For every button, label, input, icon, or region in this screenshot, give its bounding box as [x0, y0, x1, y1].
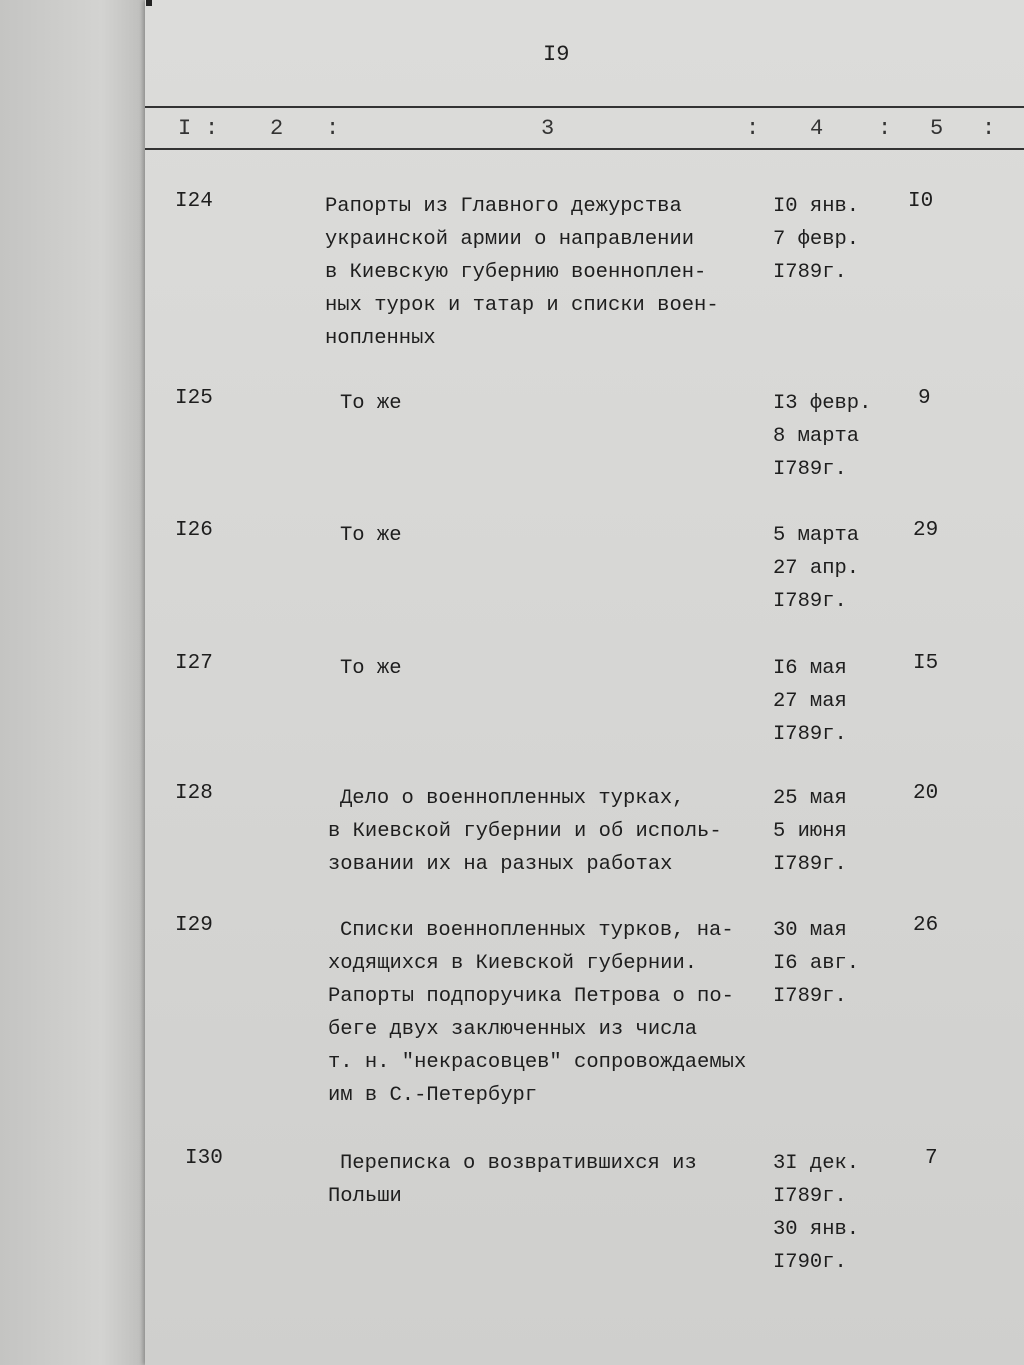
date-line: I789г. [773, 261, 847, 284]
sheet-count: 20 [913, 782, 939, 805]
item-description [328, 1147, 697, 1213]
item-number: I27 [175, 652, 213, 675]
item-dates [773, 652, 847, 751]
date-line: 30 янв. [773, 1218, 860, 1241]
sheet-count: 9 [918, 387, 931, 410]
item-dates [773, 519, 859, 618]
header-top-rule [145, 106, 1024, 108]
description-line: им в С.-Петербург [328, 1084, 538, 1107]
item-description [340, 519, 402, 552]
date-line: I789г. [773, 590, 847, 613]
page-number: I9 [543, 42, 570, 67]
date-line: I790г. [773, 1251, 847, 1274]
item-number: I28 [175, 782, 213, 805]
date-line: I6 авг. [773, 952, 860, 975]
date-line: I789г. [773, 853, 847, 876]
col-separator: : [982, 116, 996, 141]
col-separator: : [326, 116, 340, 141]
item-description [328, 914, 747, 1112]
sheet-count: 29 [913, 519, 939, 542]
item-number: I30 [185, 1147, 223, 1170]
date-line: 25 мая [773, 787, 847, 810]
date-line: 30 мая [773, 919, 847, 942]
description-line: украинской армии о направлении [325, 228, 695, 251]
date-line: 5 марта [773, 524, 860, 547]
col-header-2: 2 [270, 116, 284, 141]
item-number: I26 [175, 519, 213, 542]
description-line: беге двух заключенных из числа [328, 1018, 698, 1041]
header-bottom-rule [145, 148, 1024, 150]
description-line: Дело о военнопленных турках, [340, 787, 685, 810]
col-header-3: 3 [541, 116, 555, 141]
corner-mark [146, 0, 152, 6]
date-line: 7 февр. [773, 228, 860, 251]
description-line: ходящихся в Киевской губернии. [328, 952, 698, 975]
date-line: I3 февр. [773, 392, 872, 415]
date-line: I6 мая [773, 657, 847, 680]
item-dates [773, 914, 859, 1013]
item-number: I29 [175, 914, 213, 937]
item-description [325, 190, 719, 355]
date-line: I0 янв. [773, 195, 860, 218]
description-line: т. н. "некрасовцев" сопровождаемых [328, 1051, 747, 1074]
date-line: 8 марта [773, 425, 860, 448]
item-description [328, 782, 722, 881]
date-line: I789г. [773, 458, 847, 481]
date-line: 3I дек. [773, 1152, 860, 1175]
item-description [340, 387, 402, 420]
description-line: Рапорты из Главного дежурства [325, 195, 682, 218]
item-dates [773, 190, 859, 289]
description-line: То же [340, 657, 402, 680]
item-dates [773, 387, 871, 486]
item-description [340, 652, 402, 685]
description-line: Переписка о возвратившихся из [340, 1152, 697, 1175]
item-dates [773, 782, 847, 881]
description-line: зовании их на разных работах [328, 853, 673, 876]
previous-page-edge [0, 0, 145, 1365]
description-line: То же [340, 392, 402, 415]
sheet-count: 7 [925, 1147, 938, 1170]
col-header-1: I [178, 116, 192, 141]
date-line: I789г. [773, 985, 847, 1008]
description-line: нопленных [325, 327, 436, 350]
date-line: 5 июня [773, 820, 847, 843]
date-line: I789г. [773, 1185, 847, 1208]
col-header-5: 5 [930, 116, 944, 141]
description-line: Рапорты подпоручика Петрова о по- [328, 985, 734, 1008]
description-line: в Киевской губернии и об исполь- [328, 820, 722, 843]
col-header-4: 4 [810, 116, 824, 141]
description-line: ных турок и татар и списки воен- [325, 294, 719, 317]
col-separator: : [746, 116, 760, 141]
col-separator: : [205, 116, 219, 141]
sheet-count: I0 [908, 190, 934, 213]
date-line: 27 апр. [773, 557, 860, 580]
sheet-count: I5 [913, 652, 939, 675]
description-line: То же [340, 524, 402, 547]
description-line: Списки военнопленных турков, на- [340, 919, 734, 942]
description-line: в Киевскую губернию военноплен- [325, 261, 707, 284]
col-separator: : [878, 116, 892, 141]
description-line: Польши [328, 1185, 402, 1208]
sheet-count: 26 [913, 914, 939, 937]
item-dates [773, 1147, 859, 1279]
date-line: I789г. [773, 723, 847, 746]
item-number: I25 [175, 387, 213, 410]
date-line: 27 мая [773, 690, 847, 713]
item-number: I24 [175, 190, 213, 213]
